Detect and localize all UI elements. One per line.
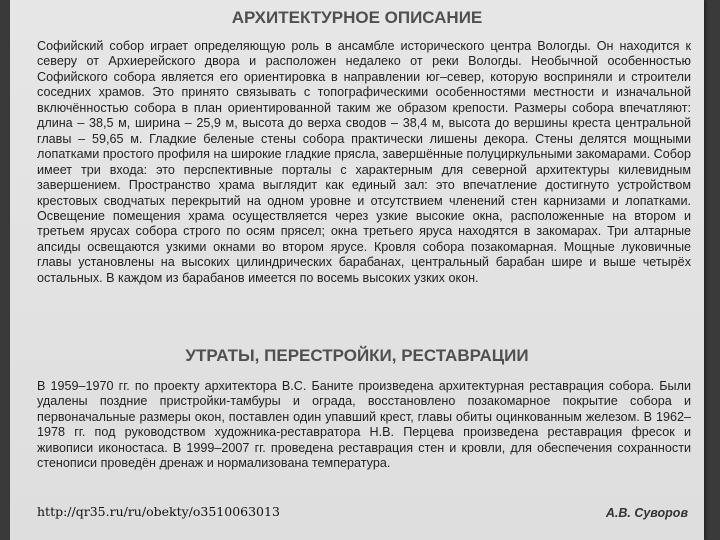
source-link[interactable]: http://qr35.ru/ru/obekty/o3510063013: [37, 504, 280, 519]
restorations-description-text: В 1959–1970 гг. по проекту архитектора В.С. Баните произведена архитектурная реставрация собора. Были удалены поздние пристройки-тамбуры и ограда, восстановлено позакомарное покрытие собора и первоначальные размеры окон, поставлен один упавший крест, главы обиты оцинкованным железом. В 1962–1978 гг. под руководством художника-реставратора Н.В. Перцева произведена реставрация фресок и живописи иконостаса. В 1999–2007 гг. проведена реставрация стен и кровли, для обеспечения сохранности стенописи проведён дренаж и нормализована температура.: [37, 379, 691, 471]
section-title-restorations: УТРАТЫ, ПЕРЕСТРОЙКИ, РЕСТАВРАЦИИ: [185, 346, 529, 365]
slide: [10, 0, 704, 540]
author-name: А.В. Суворов: [605, 506, 688, 520]
section-title-architecture: АРХИТЕКТУРНОЕ ОПИСАНИЕ: [231, 8, 483, 27]
architecture-description-text: Софийский собор играет определяющую роль в ансамбле исторического центра Вологды. Он находится к северу от Архиерейского двора и расположен недалеко от реки Вологды. Необычной особенностью Софийского собора является его ориентировка в направлении юг–север, которую восприняли и строители соседних храмов. Это принято связывать с топографическими особенностями местности и изначальной включённостью собора в план ориентированной таким же образом крепости. Размеры собора впечатляют: длина – 38,5 м, ширина – 25,9 м, высота до верха сводов – 38,4 м, высота до вершины креста центральной главы – 59,65 м. Гладкие беленые стены собора практически лишены декора. Стены делятся мощными лопатками простого профиля на широкие гладкие прясла, завершённые полуциркульными закомарами. Собор имеет три входа: это перспективные порталы с характерным для северной архитектуры килевидным завершением. Пространство храма выглядит как единый зал: это впечатление достигнуто устройством крестовых сводчатых перекрытий на одном уровне и отсутствием членений стен карнизами и лопатками. Освещение помещения храма осуществляется через узкие высокие окна, расположенные на втором и третьем ярусах собора строго по осям прясел; окна третьего яруса находятся в закомарах. Три алтарные апсиды освещаются узкими окнами во втором ярусе. Кровля собора позакомарная. Мощные луковичные главы установлены на высоких цилиндрических барабанах, центральный барабан шире и выше четырёх остальных. В каждом из барабанов имеется по восемь высоких узких окон.: [37, 39, 691, 285]
